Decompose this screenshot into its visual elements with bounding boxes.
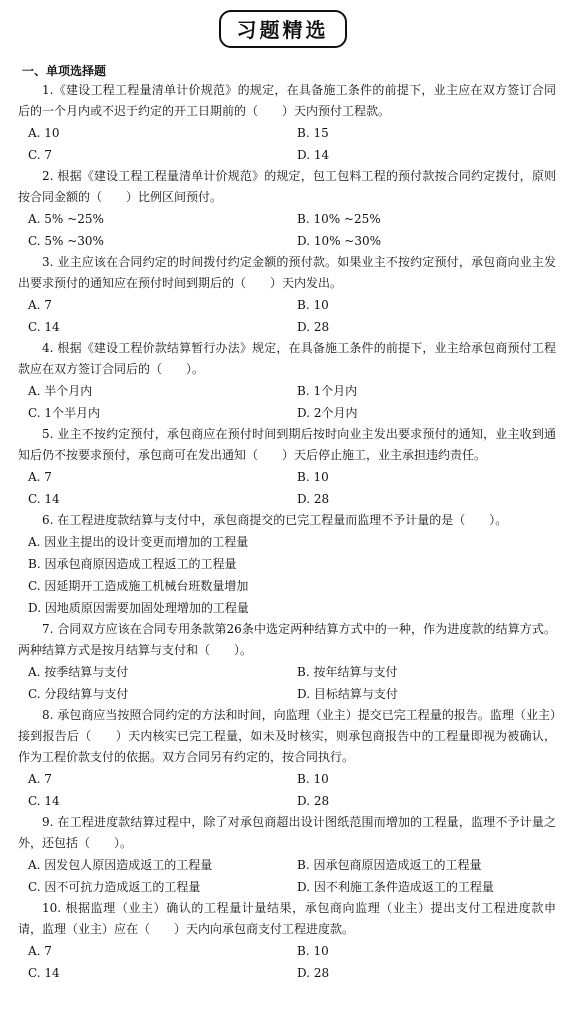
answer-options: [18, 768, 556, 812]
answer-option: D. 28: [297, 966, 330, 980]
question-text: 6. 在工程进度款结算与支付中，承包商提交的已完工程量而监理不予计量的是（ ）。: [42, 513, 508, 527]
question-item: [18, 80, 556, 166]
question-text: 10. 根据监理（业主）确认的工程量计量结果，承包商向监理（业主）提出支付工程进度款申请，监理（业主）应在（ ）天内向承包商支付工程进度款。: [18, 901, 556, 936]
question-item: [18, 812, 556, 898]
answer-option: D. 10% ~30%: [297, 234, 382, 248]
answer-options: [18, 661, 556, 705]
answer-option: A. 7: [28, 772, 52, 786]
question-item: [18, 898, 556, 984]
answer-option: C. 1个半月内: [28, 406, 101, 420]
answer-option: C. 分段结算与支付: [28, 687, 129, 701]
answer-options: [18, 380, 556, 424]
page-title: 习题精选: [219, 10, 347, 48]
section-heading: 一、单项选择题: [22, 64, 107, 78]
question-text: 2. 根据《建设工程工程量清单计价规范》的规定，包工包料工程的预付款按合同约定拨付，原则按合同金额的（ ）比例区间预付。: [18, 169, 556, 204]
question-text: 7. 合同双方应该在合同专用条款第26条中选定两种结算方式中的一种，作为进度款的结算方式。两种结算方式是按月结算与支付和（ ）。: [18, 622, 556, 657]
question-text: 5. 业主不按约定预付，承包商应在预付时间到期后按时向业主发出要求预付的通知，业主收到通知后仍不按要求预付，承包商可在发出通知（ ）天后停止施工，业主承担违约责任。: [18, 427, 556, 462]
answer-option: B. 因承包商原因造成返工的工程量: [297, 858, 482, 872]
answer-option: A. 7: [28, 944, 52, 958]
answer-option: D. 目标结算与支付: [297, 687, 398, 701]
question-item: [18, 338, 556, 424]
answer-option: A. 半个月内: [28, 384, 93, 398]
answer-option: C. 7: [28, 148, 53, 162]
answer-option: C. 14: [28, 794, 60, 808]
answer-option: B. 1个月内: [297, 384, 358, 398]
answer-option: B. 10: [297, 944, 329, 958]
answer-option: A. 按季结算与支付: [28, 665, 129, 679]
answer-option: D. 因不利施工条件造成返工的工程量: [297, 880, 494, 894]
question-item: [18, 510, 556, 619]
answer-option: B. 10% ~25%: [297, 212, 381, 226]
answer-option: B. 10: [297, 470, 329, 484]
answer-option: A. 5% ~25%: [28, 212, 104, 226]
answer-option: D. 因地质原因需要加固处理增加的工程量: [28, 601, 249, 615]
answer-option: C. 5% ~30%: [28, 234, 104, 248]
answer-option: B. 按年结算与支付: [297, 665, 398, 679]
answer-option: D. 28: [297, 492, 330, 506]
question-text: 9. 在工程进度款结算过程中，除了对承包商超出设计图纸范围而增加的工程量，监理不予计量之外，还包括（ ）。: [18, 815, 556, 850]
answer-option: B. 10: [297, 772, 329, 786]
question-text: 3. 业主应该在合同约定的时间拨付约定金额的预付款。如果业主不按约定预付，承包商向业主发出要求预付的通知应在预付时间到期后的（ ）天内发出。: [18, 255, 556, 290]
answer-option: A. 因业主提出的设计变更而增加的工程量: [28, 535, 249, 549]
answer-options: [18, 940, 556, 984]
answer-options: [18, 531, 556, 619]
answer-option: B. 15: [297, 126, 329, 140]
answer-option: C. 14: [28, 492, 60, 506]
answer-option: D. 28: [297, 794, 330, 808]
answer-option: C. 14: [28, 966, 60, 980]
question-text: 1.《建设工程工程量清单计价规范》的规定，在具备施工条件的前提下，业主应在双方签订合同后的一个月内或不迟于约定的开工日期前的（ ）天内预付工程款。: [18, 83, 556, 118]
answer-option: D. 28: [297, 320, 330, 334]
answer-option: C. 因延期开工造成施工机械台班数量增加: [28, 579, 249, 593]
question-item: [18, 705, 556, 812]
answer-option: B. 10: [297, 298, 329, 312]
answer-option: A. 因发包人原因造成返工的工程量: [28, 858, 213, 872]
answer-option: C. 14: [28, 320, 60, 334]
question-text: 8. 承包商应当按照合同约定的方法和时间，向监理（业主）提交已完工程量的报告。监理（业主）接到报告后（ ）天内核实已完工程量，如未及时核实，则承包商报告中的工程量即视为被确认，作为工程价款支付的依据。双方合同另有约定的，按合同执行。: [18, 708, 556, 764]
question-item: [18, 252, 556, 338]
answer-option: D. 2个月内: [297, 406, 358, 420]
question-item: [18, 424, 556, 510]
answer-option: C. 因不可抗力造成返工的工程量: [28, 880, 201, 894]
answer-options: [18, 122, 556, 166]
answer-option: A. 7: [28, 298, 52, 312]
answer-option: D. 14: [297, 148, 330, 162]
answer-option: B. 因承包商原因造成工程返工的工程量: [28, 557, 237, 571]
answer-option: A. 7: [28, 470, 52, 484]
title-area: [0, 10, 565, 48]
answer-options: [18, 294, 556, 338]
question-item: [18, 166, 556, 252]
answer-options: [18, 466, 556, 510]
answer-option: A. 10: [28, 126, 60, 140]
question-text: 4. 根据《建设工程价款结算暂行办法》规定，在具备施工条件的前提下，业主给承包商预付工程款应在双方签订合同后的（ ）。: [18, 341, 556, 376]
question-list: [18, 62, 556, 984]
answer-options: [18, 854, 556, 898]
answer-options: [18, 208, 556, 252]
question-item: [18, 619, 556, 705]
